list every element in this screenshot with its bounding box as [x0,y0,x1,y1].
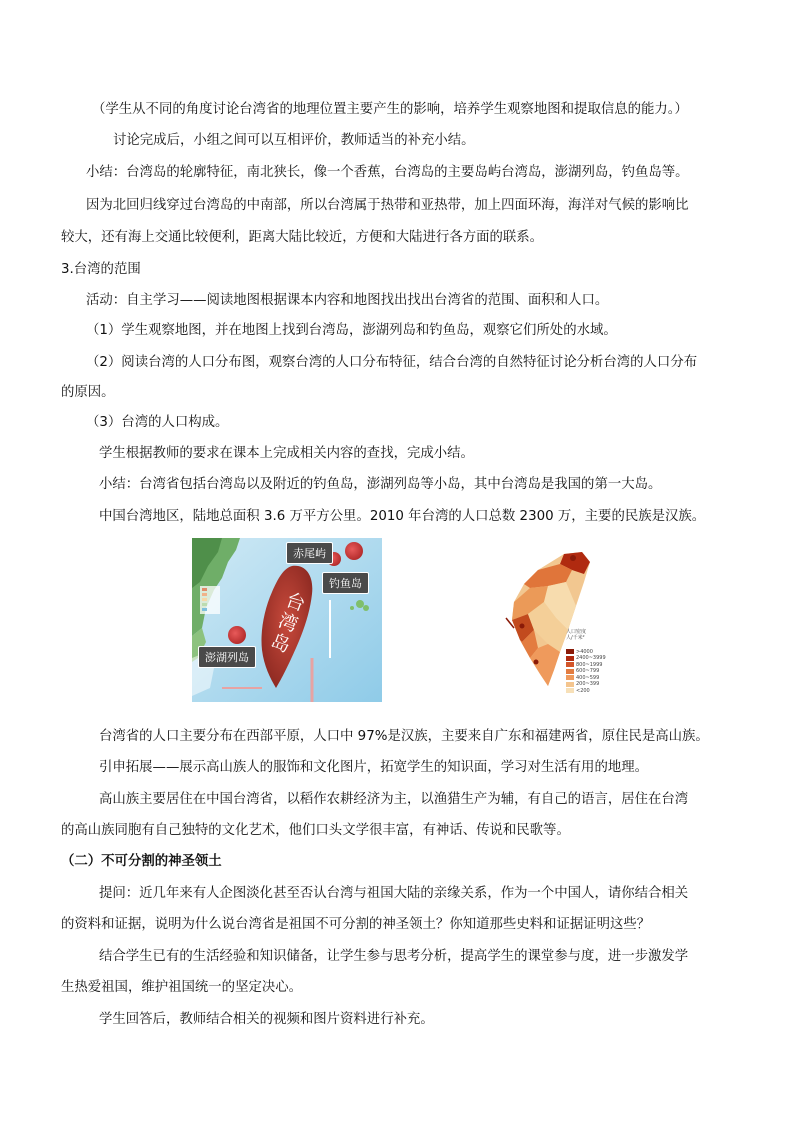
legend-label: 600~799 [576,668,600,674]
chiweiyu-marker-icon [345,542,363,560]
section-heading-3: 3.台湾的范围 [61,262,141,277]
paragraph-2: 讨论完成后，小组之间可以互相评价，教师适当的补充小结。 [113,133,475,148]
legend-label: 400~599 [576,674,600,681]
legend-row [566,654,603,668]
label-chiweiyu: 赤尾屿 [286,542,333,564]
paragraph-3: 小结：台湾岛的轮廓特征，南北狭长，像一个香蕉，台湾岛的主要岛屿台湾岛，澎湖列岛，钓鱼岛等。 [86,165,689,180]
paragraph-4a: 因为北回归线穿过台湾岛的中南部，所以台湾属于热带和亚热带，加上四面环海，海洋对气候的影响比 [86,198,689,213]
paragraph-1: （学生从不同的角度讨论台湾省的地理位置主要产生的影响，培养学生观察地图和提取信息的能力。） [92,102,688,117]
paragraph-5: 活动：自主学习——阅读地图根据课本内容和地图找出找出台湾省的范围、面积和人口。 [86,293,609,308]
paragraph-17: 学生回答后，教师结合相关的视频和图片资料进行补充。 [99,1012,434,1027]
penghu-marker-icon [228,626,246,644]
legend-row [566,648,606,661]
paragraph-14b: 的高山族同胞有自己独特的文化艺术，他们口头文学很丰富，有神话、传说和民歌等。 [61,823,570,838]
paragraph-11: 中国台湾地区，陆地总面积 3.6 万平方公里。2010 年台湾的人口总数 2300 万，主要的民族是汉族。 [99,509,706,524]
legend-title: 人口密度 [566,629,587,635]
paragraph-6: （1）学生观察地图，并在地图上找到台湾岛，澎湖列岛和钓鱼岛，观察它们所处的水域。 [86,323,617,338]
paragraph-16a: 结合学生已有的生活经验和知识储备，让学生参与思考分析，提高学生的课堂参与度，进一步激发学 [99,949,689,964]
paragraph-9: 学生根据教师的要求在课本上完成相关内容的查找，完成小结。 [99,446,474,461]
paragraph-16b: 生热爱祖国，维护祖国统一的坚定决心。 [61,980,303,995]
legend-label: 2400~3999 [576,655,606,661]
legend-row [566,674,600,687]
legend-label: 800~1999 [576,661,603,668]
paragraph-15b: 的资料和证据，说明为什么说台湾省是祖国不可分割的神圣领土？你知道那些史料和证据证明这些？ [61,917,651,932]
population-density-legend [566,628,618,694]
paragraph-15a: 提问：近几年来有人企图淡化甚至否认台湾与祖国大陆的亲缘关系，作为一个中国人，请你结合相关 [99,886,689,901]
taiwan-label-char-1: 台 [282,588,309,616]
legend-row [566,667,600,681]
paragraph-10: 小结：台湾省包括台湾岛以及附近的钓鱼岛，澎湖列岛等小岛，其中台湾岛是我国的第一大岛。 [99,477,662,492]
legend-unit: 人/千米² [566,635,585,641]
paragraph-14a: 高山族主要居住在中国台湾省，以稻作农耕经济为主，以渔猎生产为辅，有自己的语言，居住在台湾 [99,792,689,807]
legend-label: >4000 [576,648,593,655]
taiwan-physical-map [192,538,382,702]
label-diaoyudao: 钓鱼岛 [322,572,369,594]
taiwan-label-char-2: 湾 [275,609,301,637]
paragraph-8: （3）台湾的人口构成。 [86,415,229,430]
paragraph-13: 引申拓展——展示高山族人的服饰和文化图片，拓宽学生的知识面，学习对生活有用的地理。 [99,760,649,775]
paragraph-4b: 较大，还有海上交通比较便利，距离大陆比较近，方便和大陆进行各方面的联系。 [61,230,544,245]
paragraph-7a: （2）阅读台湾的人口分布图，观察台湾的人口分布特征，结合台湾的自然特征讨论分析台湾的人口分布 [86,355,698,370]
paragraph-7b: 的原因。 [61,385,115,400]
taiwan-label-char-3: 岛 [267,630,294,658]
legend-label: 200~399 [576,681,600,687]
legend-row [566,661,600,674]
taiwan-population-density-map [478,548,618,694]
section-heading-2: （二）不可分割的神圣领土 [61,854,222,869]
label-penghu: 澎湖列岛 [198,646,256,668]
legend-swatch [566,688,574,693]
legend-row [566,641,593,655]
paragraph-12: 台湾省的人口主要分布在西部平原，人口中 97%是汉族，主要来自广东和福建两省，原住民是高山族。 [99,729,709,744]
legend-label: <200 [576,687,590,694]
